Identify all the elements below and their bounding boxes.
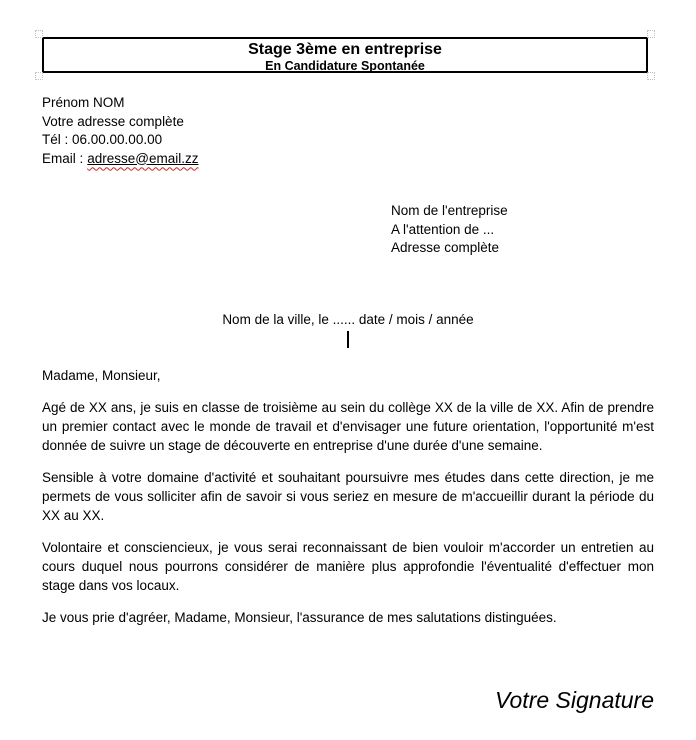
salutation: Madame, Monsieur, [42, 368, 161, 383]
page-subtitle: En Candidature Spontanée [265, 59, 425, 73]
sender-address: Votre adresse complète [42, 113, 184, 129]
sender-email-line [42, 150, 199, 169]
body-paragraph: Volontaire et consciencieux, je vous serai reconnaissant de bien vouloir m'accorder un entretien au cours duquel nous pourrons considérer de manière plus approfondie l'éventualité d'effectuer mon stage dans vos locaux. [42, 540, 654, 593]
table-handle-mark [35, 72, 43, 80]
letter-body [42, 366, 654, 640]
recipient-address: Adresse complète [391, 240, 500, 255]
sender-phone: Tél : 06.00.00.00.00 [42, 132, 163, 147]
table-handle-mark [35, 30, 43, 38]
date-place-line: Nom de la ville, le ...... date / mois / année [222, 312, 474, 327]
sender-block [42, 94, 199, 168]
email-label: Email : [42, 150, 84, 166]
table-handle-mark [647, 72, 655, 80]
text-cursor [347, 331, 349, 348]
email-address[interactable]: adresse@email.zz [87, 150, 199, 166]
email-link[interactable] [87, 151, 198, 166]
body-paragraph: Agé de XX ans, je suis en classe de troisième au sein du collège XX de la ville de XX. Afin de prendre un premier contact avec le monde de travail et d'envisager une future orientation, l'opportunité m'est donnée de suivre un stage de découverte en entreprise d'une durée d'une semaine. [42, 400, 654, 453]
body-paragraph: Je vous prie d'agréer, Madame, Monsieur, l'assurance de mes salutations distinguées. [42, 610, 557, 625]
table-handle-mark [647, 30, 655, 38]
header-box [42, 37, 648, 73]
body-paragraph: Sensible à votre domaine d'activité et souhaitant poursuivre mes études dans cette direction, je me permets de vous solliciter afin de savoir si vous seriez en mesure de m'accueillir durant la période du XX au XX. [42, 470, 654, 523]
sender-name: Prénom NOM [42, 95, 125, 110]
recipient-block [391, 202, 508, 258]
signature-placeholder: Votre Signature [495, 687, 654, 713]
page-title: Stage 3ème en entreprise [248, 41, 442, 58]
recipient-attention: A l'attention de ... [391, 221, 495, 237]
recipient-company: Nom de l'entreprise [391, 203, 508, 218]
